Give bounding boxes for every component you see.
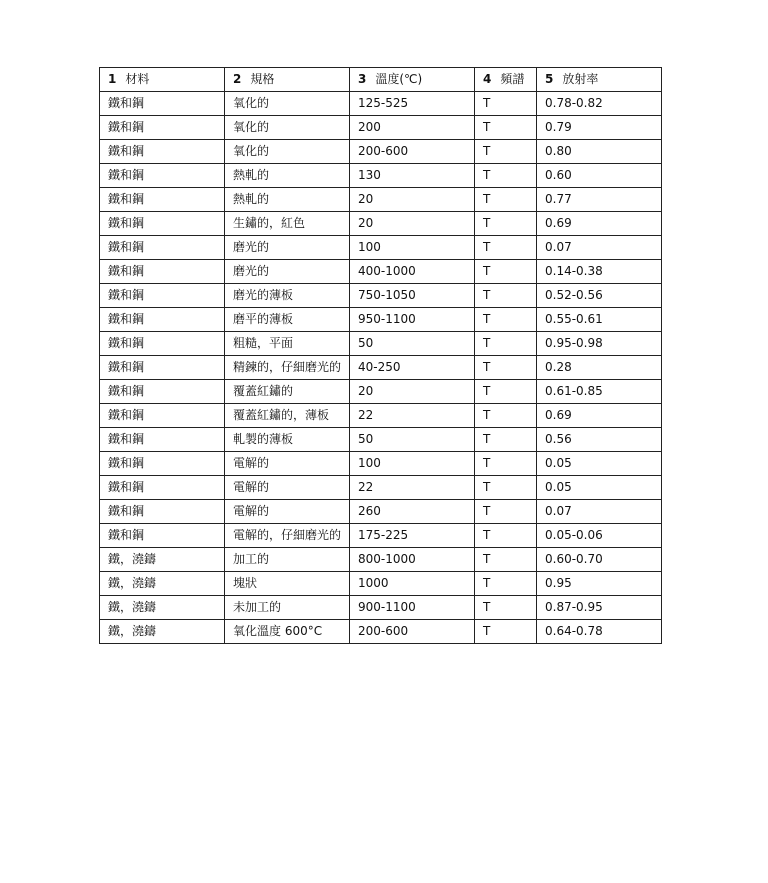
table-row (100, 236, 662, 260)
cell-spec: 加工的 (225, 548, 350, 572)
header-spec (225, 68, 350, 92)
cell-spec: 磨光的 (225, 236, 350, 260)
cell-temperature: 20 (350, 188, 475, 212)
cell-temperature: 200-600 (350, 140, 475, 164)
cell-temperature: 40-250 (350, 356, 475, 380)
cell-temperature: 50 (350, 332, 475, 356)
cell-spec: 電解的，仔細磨光的 (225, 524, 350, 548)
cell-temperature: 200 (350, 116, 475, 140)
cell-temperature: 130 (350, 164, 475, 188)
cell-spec: 電解的 (225, 452, 350, 476)
cell-temperature: 950-1100 (350, 308, 475, 332)
cell-emissivity: 0.95-0.98 (537, 332, 662, 356)
cell-material: 鐵和鋼 (100, 164, 225, 188)
cell-emissivity: 0.60 (537, 164, 662, 188)
cell-spectrum: T (475, 548, 537, 572)
cell-spectrum: T (475, 428, 537, 452)
cell-spec: 軋製的薄板 (225, 428, 350, 452)
cell-material: 鐵和鋼 (100, 380, 225, 404)
cell-spec: 氧化溫度 600°C (225, 620, 350, 644)
cell-spectrum: T (475, 452, 537, 476)
table-row (100, 308, 662, 332)
header-label: 溫度(℃) (375, 72, 423, 86)
cell-emissivity: 0.05-0.06 (537, 524, 662, 548)
cell-spec: 覆蓋紅鏽的 (225, 380, 350, 404)
emissivity-table (99, 67, 662, 644)
cell-spectrum: T (475, 500, 537, 524)
cell-emissivity: 0.64-0.78 (537, 620, 662, 644)
cell-spectrum: T (475, 308, 537, 332)
header-number: 3 (358, 72, 367, 86)
cell-material: 鐵和鋼 (100, 212, 225, 236)
cell-material: 鐵，澆鑄 (100, 572, 225, 596)
cell-emissivity: 0.77 (537, 188, 662, 212)
header-label: 規格 (250, 72, 275, 86)
table-body (100, 92, 662, 644)
table-row (100, 548, 662, 572)
cell-temperature: 100 (350, 236, 475, 260)
cell-material: 鐵和鋼 (100, 356, 225, 380)
cell-spectrum: T (475, 380, 537, 404)
cell-temperature: 260 (350, 500, 475, 524)
cell-spec: 熱軋的 (225, 188, 350, 212)
header-material (100, 68, 225, 92)
header-number: 4 (483, 72, 492, 86)
table-row (100, 212, 662, 236)
header-spectrum (475, 68, 537, 92)
header-number: 2 (233, 72, 242, 86)
cell-temperature: 800-1000 (350, 548, 475, 572)
cell-emissivity: 0.60-0.70 (537, 548, 662, 572)
cell-emissivity: 0.79 (537, 116, 662, 140)
table-row (100, 164, 662, 188)
cell-emissivity: 0.80 (537, 140, 662, 164)
table-row (100, 524, 662, 548)
header-emissivity (537, 68, 662, 92)
header-number: 5 (545, 72, 554, 86)
cell-material: 鐵和鋼 (100, 404, 225, 428)
cell-spec: 氧化的 (225, 140, 350, 164)
cell-spectrum: T (475, 620, 537, 644)
cell-emissivity: 0.61-0.85 (537, 380, 662, 404)
cell-emissivity: 0.28 (537, 356, 662, 380)
cell-temperature: 22 (350, 404, 475, 428)
cell-spec: 未加工的 (225, 596, 350, 620)
cell-emissivity: 0.56 (537, 428, 662, 452)
cell-spectrum: T (475, 332, 537, 356)
cell-spec: 氧化的 (225, 92, 350, 116)
table-row (100, 356, 662, 380)
cell-spec: 磨光的 (225, 260, 350, 284)
cell-temperature: 175-225 (350, 524, 475, 548)
cell-spectrum: T (475, 572, 537, 596)
header-number: 1 (108, 72, 117, 86)
cell-temperature: 125-525 (350, 92, 475, 116)
cell-spectrum: T (475, 476, 537, 500)
cell-spectrum: T (475, 284, 537, 308)
table-row (100, 188, 662, 212)
table-row (100, 332, 662, 356)
cell-spec: 磨光的薄板 (225, 284, 350, 308)
cell-material: 鐵，澆鑄 (100, 548, 225, 572)
cell-spec: 生鏽的，紅色 (225, 212, 350, 236)
cell-temperature: 1000 (350, 572, 475, 596)
table-row (100, 260, 662, 284)
cell-material: 鐵和鋼 (100, 308, 225, 332)
cell-temperature: 100 (350, 452, 475, 476)
cell-material: 鐵和鋼 (100, 140, 225, 164)
table-row (100, 620, 662, 644)
table-row (100, 140, 662, 164)
cell-spec: 覆蓋紅鏽的，薄板 (225, 404, 350, 428)
cell-material: 鐵和鋼 (100, 260, 225, 284)
cell-spectrum: T (475, 596, 537, 620)
cell-spec: 熱軋的 (225, 164, 350, 188)
table-row (100, 428, 662, 452)
cell-spectrum: T (475, 164, 537, 188)
cell-temperature: 900-1100 (350, 596, 475, 620)
cell-temperature: 20 (350, 380, 475, 404)
cell-material: 鐵和鋼 (100, 500, 225, 524)
cell-emissivity: 0.69 (537, 404, 662, 428)
cell-material: 鐵和鋼 (100, 332, 225, 356)
cell-spectrum: T (475, 116, 537, 140)
cell-temperature: 400-1000 (350, 260, 475, 284)
table-row (100, 476, 662, 500)
cell-temperature: 50 (350, 428, 475, 452)
header-temperature (350, 68, 475, 92)
cell-material: 鐵和鋼 (100, 524, 225, 548)
cell-spec: 磨平的薄板 (225, 308, 350, 332)
table-row (100, 404, 662, 428)
cell-material: 鐵和鋼 (100, 476, 225, 500)
table-row (100, 116, 662, 140)
cell-emissivity: 0.55-0.61 (537, 308, 662, 332)
cell-material: 鐵和鋼 (100, 284, 225, 308)
cell-material: 鐵和鋼 (100, 92, 225, 116)
cell-spectrum: T (475, 92, 537, 116)
cell-material: 鐵和鋼 (100, 428, 225, 452)
header-label: 頻譜 (500, 72, 525, 86)
cell-spec: 氧化的 (225, 116, 350, 140)
cell-emissivity: 0.07 (537, 500, 662, 524)
cell-emissivity: 0.78-0.82 (537, 92, 662, 116)
table-row (100, 284, 662, 308)
cell-emissivity: 0.52-0.56 (537, 284, 662, 308)
cell-spectrum: T (475, 212, 537, 236)
table-row (100, 596, 662, 620)
header-label: 材料 (125, 72, 150, 86)
cell-spec: 粗糙，平面 (225, 332, 350, 356)
cell-spectrum: T (475, 188, 537, 212)
cell-material: 鐵，澆鑄 (100, 620, 225, 644)
cell-temperature: 200-600 (350, 620, 475, 644)
table-row (100, 452, 662, 476)
cell-temperature: 20 (350, 212, 475, 236)
cell-emissivity: 0.95 (537, 572, 662, 596)
cell-emissivity: 0.87-0.95 (537, 596, 662, 620)
cell-material: 鐵和鋼 (100, 236, 225, 260)
cell-emissivity: 0.05 (537, 476, 662, 500)
cell-material: 鐵和鋼 (100, 452, 225, 476)
table-row (100, 572, 662, 596)
cell-material: 鐵，澆鑄 (100, 596, 225, 620)
cell-emissivity: 0.14-0.38 (537, 260, 662, 284)
cell-emissivity: 0.69 (537, 212, 662, 236)
cell-spectrum: T (475, 524, 537, 548)
cell-spectrum: T (475, 140, 537, 164)
table-row (100, 92, 662, 116)
header-label: 放射率 (562, 72, 599, 86)
cell-emissivity: 0.07 (537, 236, 662, 260)
cell-spectrum: T (475, 260, 537, 284)
cell-spectrum: T (475, 404, 537, 428)
cell-spec: 塊狀 (225, 572, 350, 596)
cell-spectrum: T (475, 356, 537, 380)
table-row (100, 380, 662, 404)
cell-material: 鐵和鋼 (100, 116, 225, 140)
cell-spec: 電解的 (225, 476, 350, 500)
cell-material: 鐵和鋼 (100, 188, 225, 212)
cell-spec: 電解的 (225, 500, 350, 524)
cell-emissivity: 0.05 (537, 452, 662, 476)
cell-temperature: 22 (350, 476, 475, 500)
cell-spec: 精鍊的，仔細磨光的 (225, 356, 350, 380)
table-header-row (100, 68, 662, 92)
table-row (100, 500, 662, 524)
cell-spectrum: T (475, 236, 537, 260)
cell-temperature: 750-1050 (350, 284, 475, 308)
